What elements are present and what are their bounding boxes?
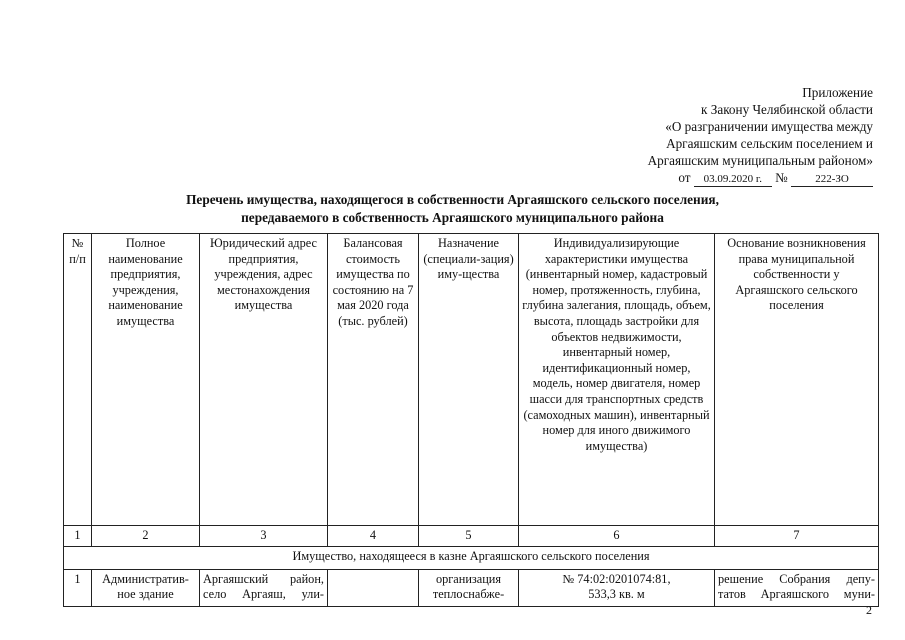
header-cell: Балансовая стоимость имущества по состоянию на 7 мая 2020 года (тыс. рублей) (328, 234, 419, 526)
column-number-row (64, 526, 879, 547)
appendix-line: к Закону Челябинской области (701, 102, 873, 117)
header-cell: № п/п (64, 234, 92, 526)
appendix-line: Аргаяшским муниципальным районом» (647, 153, 873, 168)
balance-value (328, 569, 419, 606)
law-number: 222-ЗО (791, 173, 873, 187)
document-title (0, 191, 905, 227)
title-line: Перечень имущества, находящегося в собственности Аргаяшского сельского поселения, (186, 192, 719, 207)
row-number: 1 (64, 569, 92, 606)
column-number: 4 (328, 526, 419, 547)
table-row (64, 569, 879, 606)
property-address: Аргаяшский район, село Аргаяш, ули- (200, 569, 328, 606)
ownership-basis: решение Собрания депу- татов Аргаяшского муни- (715, 569, 879, 606)
header-cell: Юридический адрес предприятия, учреждения, адрес местонахождения имущества (200, 234, 328, 526)
property-purpose: организация теплоснабже- (419, 569, 519, 606)
header-cell: Основание возникновения права муниципальной собственности у Аргаяшского сельского поселения (715, 234, 879, 526)
from-label: от (678, 170, 691, 185)
column-number: 6 (519, 526, 715, 547)
property-name: Административ-ное здание (92, 569, 200, 606)
appendix-line: Приложение (802, 85, 873, 100)
header-cell: Назначение (специали-зация) иму-щества (419, 234, 519, 526)
section-row (64, 546, 879, 569)
section-heading: Имущество, находящееся в казне Аргаяшского сельского поселения (64, 546, 879, 569)
law-date-number (648, 169, 873, 187)
header-cell: Индивидуализирующие характеристики имущества (инвентарный номер, кадастровый номер, протяженность, глубина, глубина залегания, площадь, объем, высота, площадь застройки для объектов недвижимости, инвентарный номер, идентификационный номер, модель, номер двигателя, номер шасси для транспортных средств (самоходных машин), инвентарный номер для иного движимого имущества) (519, 234, 715, 526)
column-number: 5 (419, 526, 519, 547)
title-line: передаваемого в собственность Аргаяшского муниципального района (241, 210, 664, 225)
column-number: 7 (715, 526, 879, 547)
column-number: 3 (200, 526, 328, 547)
property-table (63, 233, 879, 607)
appendix-line: Аргаяшским сельским поселением и (666, 136, 873, 151)
appendix-line: «О разграничении имущества между (665, 119, 873, 134)
number-label: № (775, 170, 788, 185)
page-number: 2 (866, 603, 872, 617)
header-row (64, 234, 879, 526)
column-number: 1 (64, 526, 92, 547)
law-date: 03.09.2020 г. (694, 173, 772, 187)
appendix-block (648, 84, 873, 187)
header-cell: Полное наименование предприятия, учреждения, наименование имущества (92, 234, 200, 526)
column-number: 2 (92, 526, 200, 547)
property-characteristics: № 74:02:0201074:81, 533,3 кв. м (519, 569, 715, 606)
